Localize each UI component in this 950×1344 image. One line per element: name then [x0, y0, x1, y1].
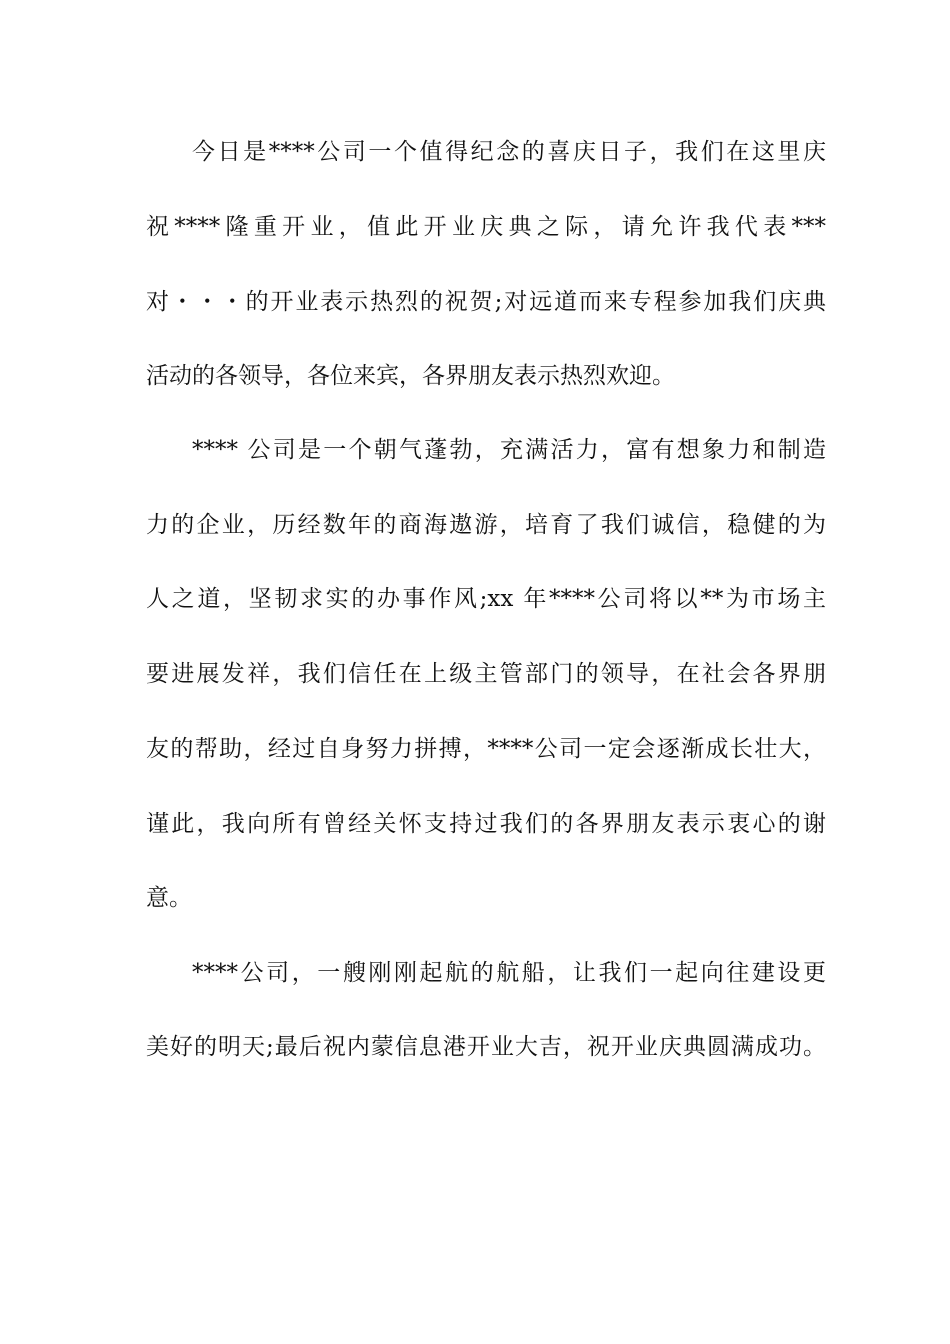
paragraph-line: 对・・・的开业表示热烈的祝贺;对远道而来专程参加我们庆典 — [146, 289, 826, 315]
paragraph-line: 祝****隆重开业，值此开业庆典之际，请允许我代表*** — [146, 214, 826, 240]
paragraph-line: 今日是****公司一个值得纪念的喜庆日子，我们在这里庆 — [192, 139, 826, 165]
paragraph-line: 力的企业，历经数年的商海遨游，培育了我们诚信，稳健的为 — [146, 512, 826, 538]
paragraph-line: 美好的明天;最后祝内蒙信息港开业大吉，祝开业庆典圆满成功。 — [146, 1034, 826, 1060]
paragraph-line: 人之道，坚韧求实的办事作风;xx 年****公司将以**为市场主 — [146, 586, 826, 612]
paragraph-line: ****公司，一艘刚刚起航的航船，让我们一起向往建设更 — [192, 960, 826, 986]
paragraph-line: 意。 — [146, 885, 192, 911]
paragraph-line: **** 公司是一个朝气蓬勃，充满活力，富有想象力和制造 — [192, 437, 826, 463]
paragraph-line: 友的帮助，经过自身努力拼搏，****公司一定会逐渐成长壮大， — [146, 736, 826, 762]
paragraph-line: 谨此，我向所有曾经关怀支持过我们的各界朋友表示衷心的谢 — [146, 811, 826, 837]
paragraph-line: 活动的各领导，各位来宾，各界朋友表示热烈欢迎。 — [146, 363, 675, 389]
paragraph-line: 要进展发祥，我们信任在上级主管部门的领导，在社会各界朋 — [146, 661, 826, 687]
